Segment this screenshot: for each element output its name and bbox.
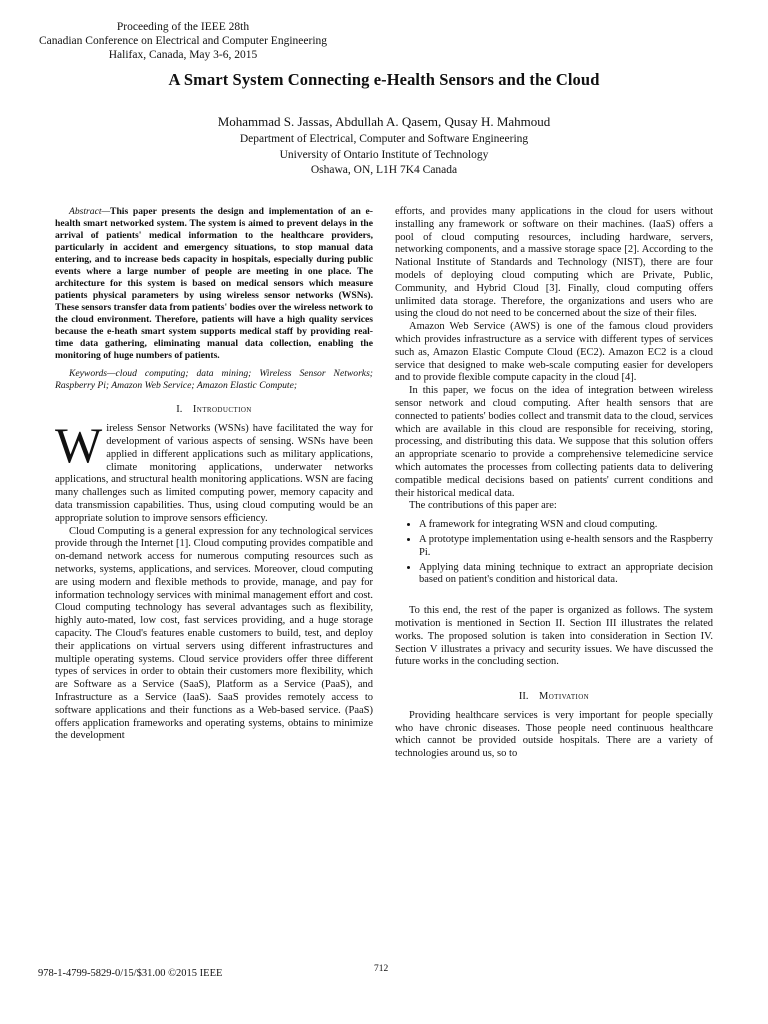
contributions-intro: The contributions of this paper are: (409, 500, 557, 512)
intro-paragraph-text: ireless Sensor Networks (WSNs) have facilitated the way for development of various aspects of sensing. WSNs have been applied in different applications such as military applications, climate monitoring applications, underwater networks applications, and structural health monitoring applications. WSN are facing many challenges such as limited computing power, memory capacity and data transmission capabilities. Thus, using cloud computing would be an appropriate solution to improve sensors efficiency. (55, 423, 373, 524)
affiliation (0, 132, 768, 179)
affiliation-line: Department of Electrical, Computer and Software Engineering (239, 133, 529, 145)
abstract-text: This paper presents the design and implementation of an e-health smart networked system. The system is aimed to prevent delays in the arrival of patients' medical information to the healthcare providers, particularly in accident and emergency situations, to stop manual data entering, and to increase beds capacity in hospitals, especially during public events where a large number of people are meeting in one place. The architecture for this system is based on medical sensors which measure patients physical parameters by using wireless sensor networks (WSNs). These sensors transfer data from patients' bodies over the wireless network to the cloud environment. Therefore, patients will have a high quality services because the e-heath smart system supports medical staff by providing real-time data gathering, eliminating manual data collection, enabling the monitoring of huge numbers of patients. (55, 206, 373, 361)
intro-paragraph (55, 417, 373, 525)
right-column (395, 206, 713, 761)
aws-paragraph: Amazon Web Service (AWS) is one of the famous cloud providers which provides infrastructure as a service with different types of services such as, Amazon Elastic Compute Cloud (EC2). Amazon EC2 is a cloud service that designed to make web-scale computing easier for developers and to provide flexible compute capacity in the cloud [4]. (395, 321, 713, 384)
section-title: Introduction (192, 404, 252, 416)
left-column (55, 206, 373, 743)
list-item: • A prototype implementation using e-health sensors and the Raspberry Pi. (419, 534, 713, 560)
focus-paragraph: In this paper, we focus on the idea of integration between wireless sensor network and cloud computing. After health sensors that are connected to patients' bodies collect and transmit data to the cloud, services which are available in this cloud are responsible for receiving, storing, processing, and distributing this data. We suppose that this solution offers an appropriate scenario to provide a comprehensive telemedicine service which automates the processes from collecting patients data to delivering compatible medical decisions based on patients' current conditions and their historical medical data. (395, 385, 713, 499)
section-heading-introduction (55, 404, 373, 417)
list-item: • Applying data mining technique to extract an appropriate decision based on patient's condition and historical data. (419, 562, 713, 588)
affiliation-line: University of Ontario Institute of Technology (279, 148, 489, 161)
affiliation-line: Oshawa, ON, L1H 7K4 Canada (310, 164, 458, 176)
cloud-computing-paragraph: Cloud Computing is a general expression for any technological services provide through the Internet [1]. Cloud computing provides compatible and on-demand network access for numerous computing resources such as networks, systems, applications, and services. Moreover, cloud computing are using modern and flexible methods to provide, manage, and pay for information technology services with minimal management effort and cost. Cloud computing technology has several advantages such as flexibility, highly auto-mated, low cost, fast services providing, and a huge storage capacity. The Cloud's features enable customers to build, test, and deploy their applications on virtual servers using different infrastructures and multiple operating systems. Cloud service providers offer three different types of services in order to obtain their customers more flexibility, which are Software as a Service (SaaS), Platform as a Service (PaaS), and Infrastructure as a Service (IaaS). SaaS provides remotely access to software applications and their functions as a Web-based service. (PaaS) offers application frameworks and operating systems, obtains to minimize the development (55, 525, 373, 742)
contributions-list (395, 519, 713, 587)
page-number: 712 (374, 964, 389, 974)
header-line: Proceeding of the IEEE 28th (116, 21, 250, 33)
organization-paragraph: To this end, the rest of the paper is organized as follows. The system motivation is mentioned in Section II. Section III illustrates the related works. The proposed solution is taken into consideration in Section IV. Section V illustrates a privacy and security issues. We have discussed the future works in the concluding section. (395, 605, 713, 668)
author-list: Mohammad S. Jassas, Abdullah A. Qasem, Qusay H. Mahmoud (217, 114, 551, 129)
list-item: • A framework for integrating WSN and cloud computing. (419, 519, 713, 532)
conference-header (20, 20, 346, 62)
header-line: Canadian Conference on Electrical and Computer Engineering (38, 35, 328, 47)
iaas-paragraph: efforts, and provides many applications in the cloud for users without installing any framework or software on their machines. (IaaS) offers a pool of cloud computing resources, including hardware, servers, networking components, and a massive storage space [2]. According to the National Institute of Standards and Technology (NIST), there are four models of deploying cloud computing which are Private, Public, Community, and Hybrid Cloud [3]. Finally, cloud computing offers unlimited data storage. Therefore, the organizations and users who are using the cloud do not need to be concerned about the size of their files. (395, 206, 713, 320)
section-title: Motivation (538, 691, 590, 703)
abstract (55, 206, 373, 362)
drop-cap: W (55, 417, 103, 474)
keywords: Keywords—cloud computing; data mining; Wireless Sensor Networks; Raspberry Pi; Amazon Web Service; Amazon Elastic Compute; (55, 368, 373, 392)
section-number: I. (176, 404, 183, 416)
section-heading-motivation (395, 691, 713, 704)
header-line: Halifax, Canada, May 3-6, 2015 (108, 49, 258, 61)
abstract-label: Abstract— (69, 206, 111, 217)
motivation-paragraph: Providing healthcare services is very important for people specially who have chronic diseases. Those people need continuous healthcare which cannot be provided outside hospitals. There are a variety of technologies around us, so to (395, 709, 713, 760)
copyright-notice: 978-1-4799-5829-0/15/$31.00 ©2015 IEEE (38, 968, 223, 979)
section-number: II. (518, 691, 529, 703)
paper-title: A Smart System Connecting e-Health Sensors and the Cloud (168, 70, 600, 89)
